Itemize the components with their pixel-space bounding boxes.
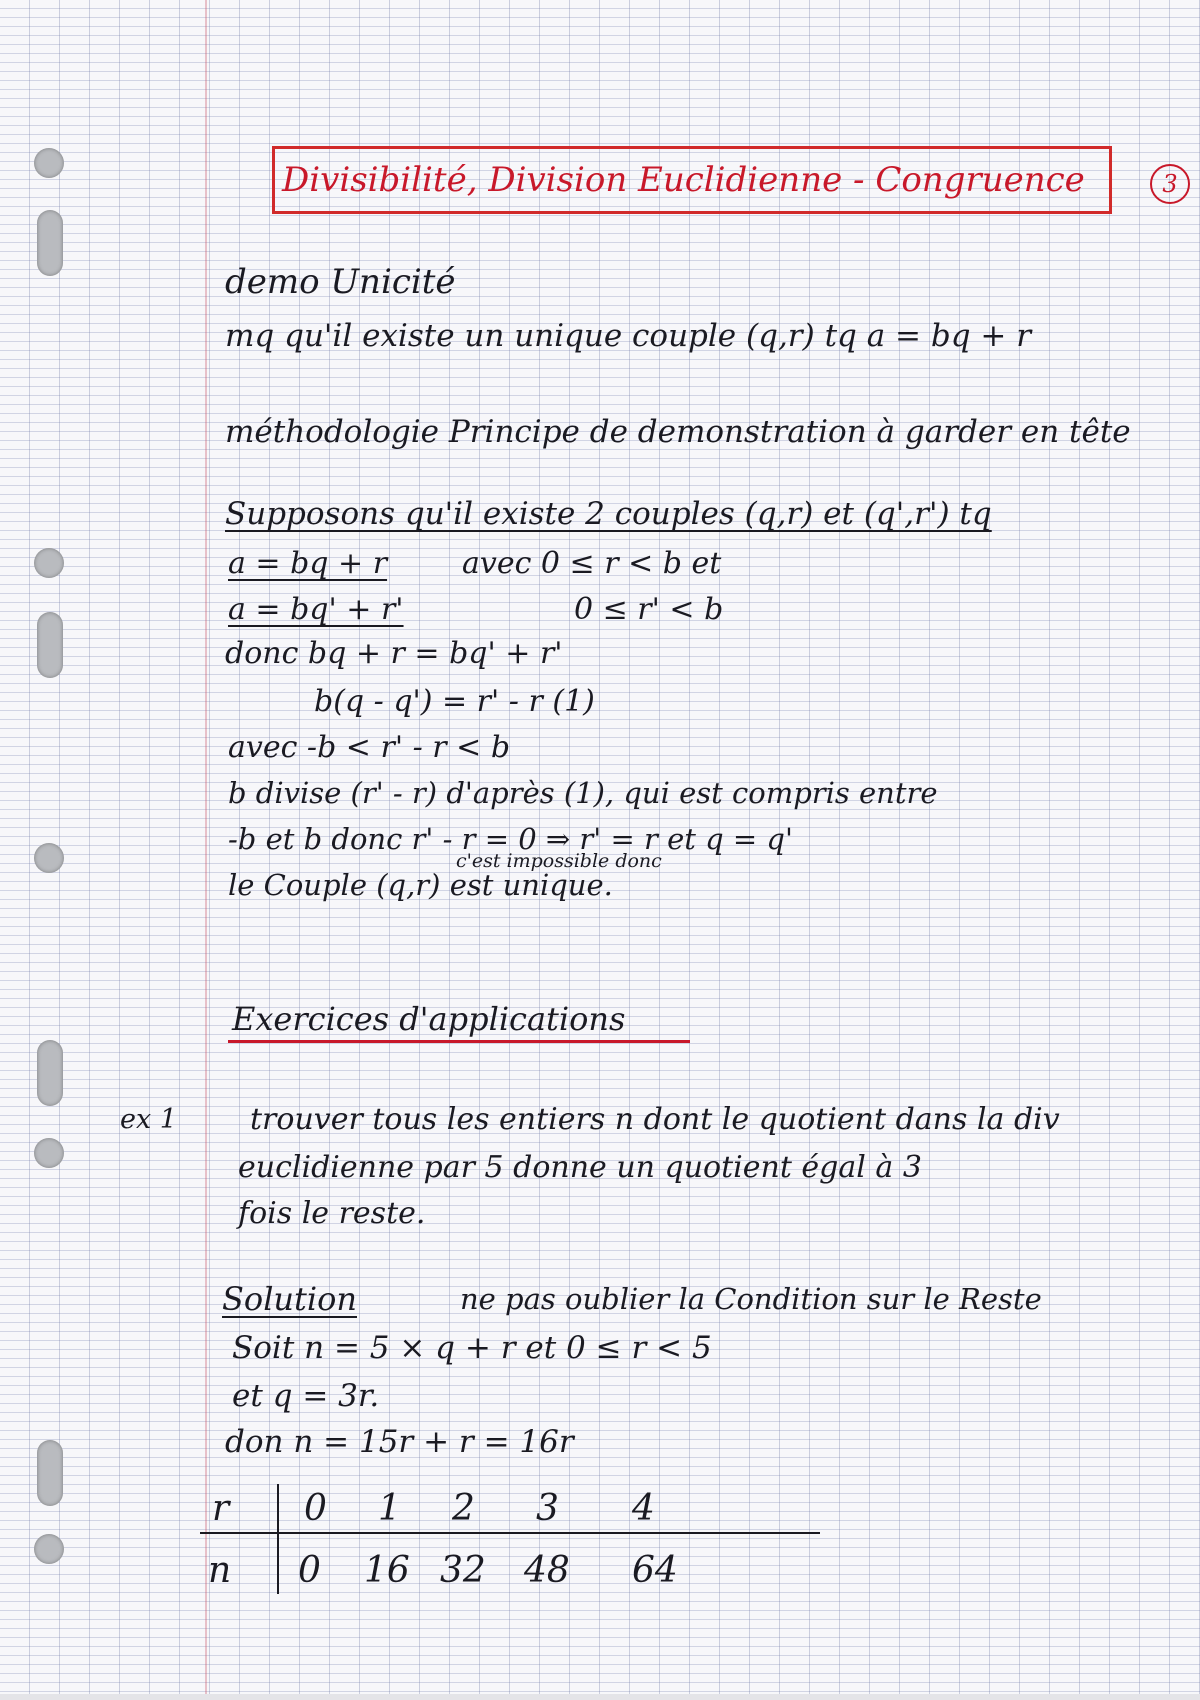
table-cell-n: 32 [440, 1550, 486, 1591]
table-cell-n: 0 [298, 1550, 321, 1591]
solution-line-1: Soit n = 5 × q + r et 0 ≤ r < 5 [232, 1330, 712, 1366]
exercises-heading: Exercices d'applications [232, 1000, 626, 1038]
table-cell-r: 1 [378, 1488, 401, 1529]
table-cell-r: 3 [536, 1488, 559, 1529]
solution-line-3: don n = 15r + r = 16r [225, 1424, 574, 1460]
table-cell-r: 4 [632, 1488, 655, 1529]
table-row-label-n: n [208, 1550, 232, 1591]
page-number-badge: 3 [1150, 164, 1190, 204]
equation-line-6: b divise (r' - r) d'après (1), qui est compris entre [228, 776, 938, 810]
table-cell-n: 48 [524, 1550, 570, 1591]
punch-hole [34, 1138, 64, 1168]
punch-hole [34, 148, 64, 178]
table-divider-horizontal [200, 1532, 820, 1534]
methodology-note: méthodologie Principe de demonstration à garder en tête [225, 414, 1131, 450]
table-cell-r: 2 [452, 1488, 475, 1529]
equation-line-2a: a = bq' + r' [228, 592, 404, 627]
suppose-line: Supposons qu'il existe 2 couples (q,r) et (q',r') tq [225, 496, 992, 532]
page-bottom-edge [0, 1694, 1200, 1700]
punch-hole [34, 843, 64, 873]
margin-note: c'est impossible donc [456, 850, 662, 872]
table-cell-r: 0 [304, 1488, 327, 1529]
exercise-text-line-3: fois le reste. [238, 1196, 426, 1231]
proof-heading: demo Unicité [225, 262, 456, 302]
table-row-label-r: r [212, 1488, 230, 1529]
equation-line-2b: 0 ≤ r' < b [574, 592, 724, 627]
punch-slot [37, 210, 63, 276]
punch-slot [37, 1040, 63, 1106]
solution-label: Solution [222, 1280, 357, 1318]
heading-underline [228, 1040, 690, 1043]
equation-line-1b: avec 0 ≤ r < b et [462, 546, 722, 581]
exercise-text-line-2: euclidienne par 5 donne un quotient égal à 3 [238, 1150, 922, 1185]
equation-line-3: donc bq + r = bq' + r' [225, 636, 563, 671]
solution-note: ne pas oublier la Condition sur le Reste [460, 1282, 1042, 1316]
punch-hole [34, 1534, 64, 1564]
equation-line-8: le Couple (q,r) est unique. [228, 868, 613, 902]
table-divider-vertical [277, 1484, 279, 1594]
punch-slot [37, 1440, 63, 1506]
proof-statement: mq qu'il existe un unique couple (q,r) tq a = bq + r [225, 318, 1032, 354]
punch-hole [34, 548, 64, 578]
table-cell-n: 64 [632, 1550, 678, 1591]
equation-line-7: -b et b donc r' - r = 0 ⇒ r' = r et q = q' [228, 822, 793, 856]
page-title: Divisibilité, Division Euclidienne - Congruence [282, 160, 1085, 200]
margin-line [205, 0, 207, 1700]
punch-slot [37, 612, 63, 678]
table-cell-n: 16 [364, 1550, 410, 1591]
exercise-label: ex 1 [120, 1104, 177, 1135]
equation-line-1a: a = bq + r [228, 546, 388, 581]
equation-line-5: avec -b < r' - r < b [228, 730, 511, 765]
equation-line-4: b(q - q') = r' - r (1) [314, 684, 595, 719]
exercise-text-line-1: trouver tous les entiers n dont le quotient dans la div [250, 1102, 1060, 1137]
solution-line-2: et q = 3r. [232, 1378, 380, 1414]
